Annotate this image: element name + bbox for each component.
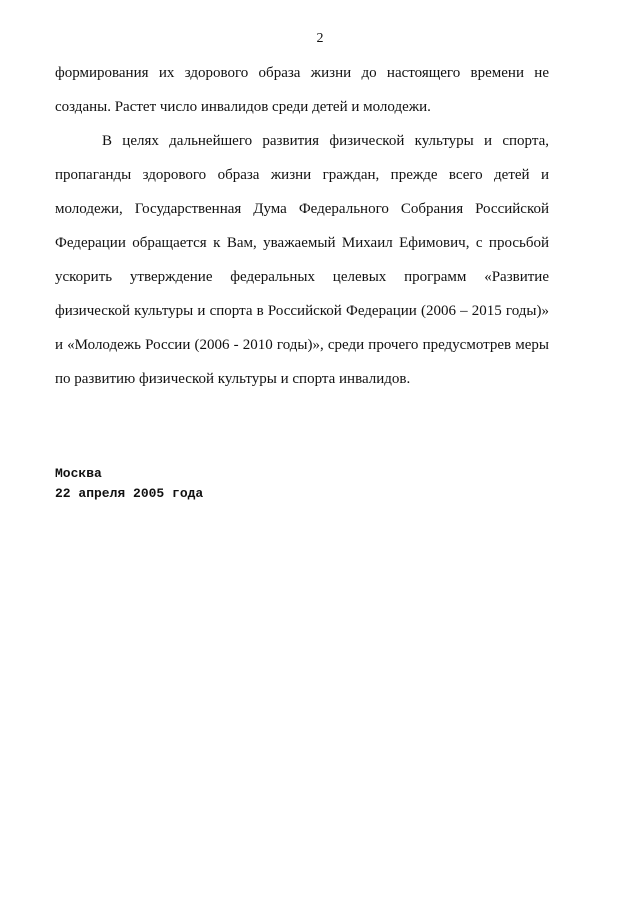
- text-line: созданы. Растет число инвалидов среди детей и молодежи.: [55, 99, 431, 115]
- signature-block: [55, 464, 203, 504]
- text-line: по развитию физической культуры и спорта инвалидов.: [55, 371, 411, 387]
- text-line: формирования их здорового образа жизни до настоящего времени не: [55, 65, 549, 81]
- text-line: Федерации обращается к Вам, уважаемый Михаил Ефимович, с просьбой: [55, 235, 549, 251]
- paragraph-continuation: [55, 60, 549, 128]
- signature-date: 22 апреля 2005 года: [55, 486, 204, 501]
- text-line: ускорить утверждение федеральных целевых программ «Развитие: [55, 269, 549, 285]
- text-line: В целях дальнейшего развития физической культуры и спорта,: [102, 133, 549, 149]
- signature-city: Москва: [55, 466, 102, 481]
- page-number: 2: [316, 31, 324, 46]
- text-line: физической культуры и спорта в Российской Федерации (2006 – 2015 годы)»: [55, 303, 549, 319]
- text-line: и «Молодежь России (2006 - 2010 годы)», среди прочего предусмотрев меры: [55, 337, 549, 353]
- text-line: пропаганды здорового образа жизни граждан, прежде всего детей и: [55, 167, 549, 183]
- text-line: молодежи, Государственная Дума Федерального Собрания Российской: [55, 201, 549, 217]
- paragraph-request: [55, 128, 549, 400]
- letter-body: [55, 60, 549, 400]
